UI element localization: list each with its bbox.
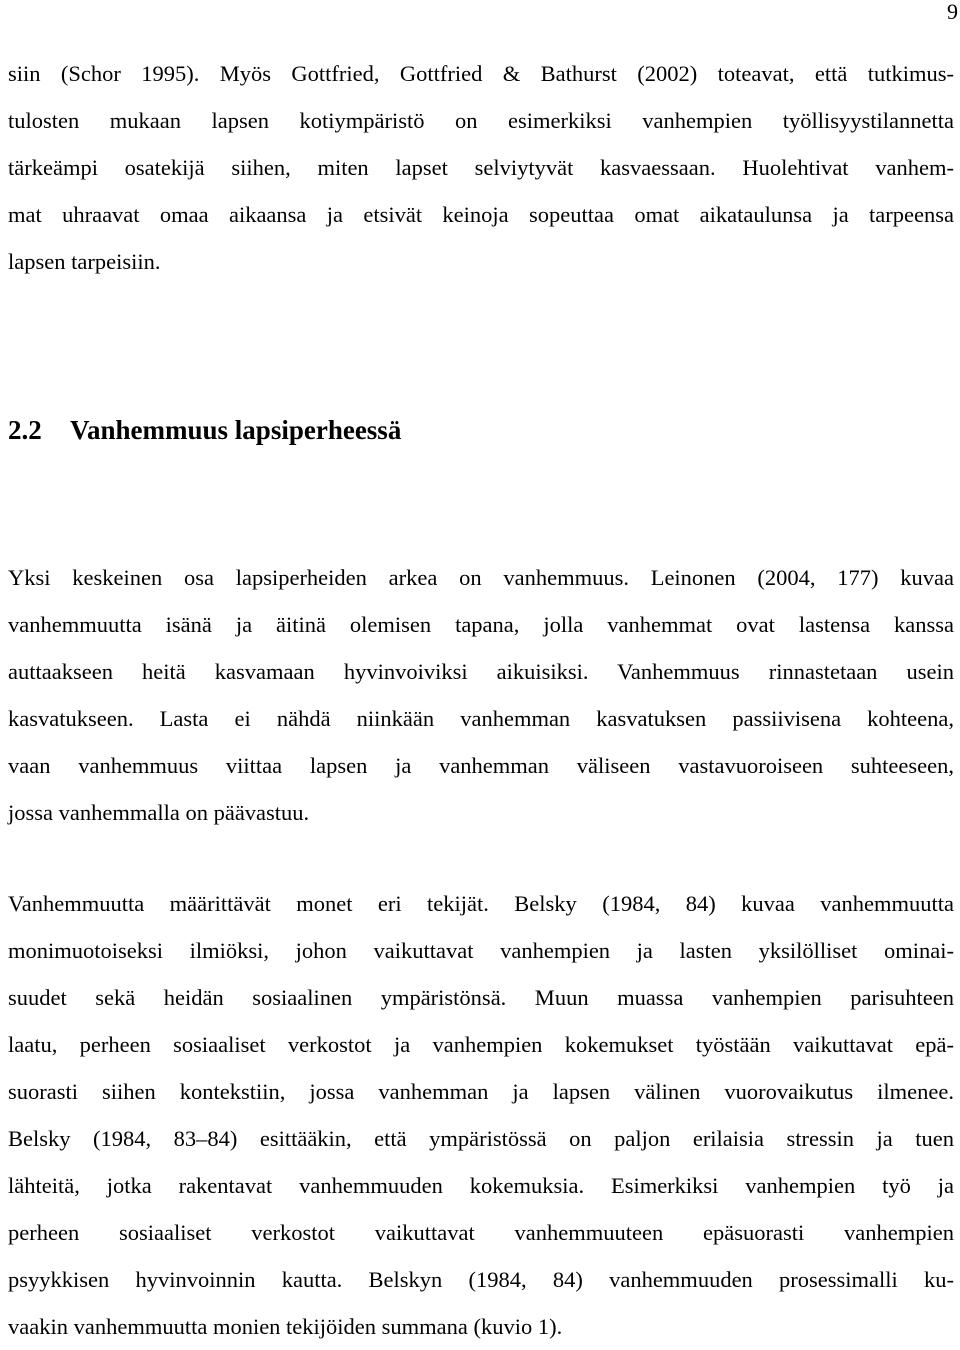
paragraph-line: tulosten mukaan lapsen kotiympäristö on esimerkiksi vanhempien työllisyystilannetta bbox=[8, 108, 954, 133]
paragraph-line: psyykkisen hyvinvoinnin kautta. Belskyn (1984, 84) vanhemmuuden prosessimalli ku- bbox=[8, 1267, 954, 1292]
paragraph-line: siin (Schor 1995). Myös Gottfried, Gottfried & Bathurst (2002) toteavat, että tutkimus- bbox=[8, 61, 954, 86]
paragraph-line: vaan vanhemmuus viittaa lapsen ja vanhemman väliseen vastavuoroiseen suhteeseen, bbox=[8, 753, 954, 778]
paragraph-line: Belsky (1984, 83–84) esittääkin, että ympäristössä on paljon erilaisia stressin ja tuen bbox=[8, 1126, 954, 1151]
paragraph-line: kasvatukseen. Lasta ei nähdä niinkään vanhemman kasvatuksen passiivisena kohteena, bbox=[8, 706, 954, 731]
paragraph-line: vaakin vanhemmuutta monien tekijöiden summana (kuvio 1). bbox=[8, 1314, 563, 1339]
paragraph-line: monimuotoiseksi ilmiöksi, johon vaikuttavat vanhempien ja lasten yksilölliset ominai- bbox=[8, 938, 954, 963]
paragraph-line: auttaakseen heitä kasvamaan hyvinvoiviksi aikuisiksi. Vanhemmuus rinnastetaan usein bbox=[8, 659, 954, 684]
paragraph-line: laatu, perheen sosiaaliset verkostot ja vanhempien kokemukset työstään vaikuttavat epä- bbox=[8, 1032, 954, 1057]
paragraph-line: perheen sosiaaliset verkostot vaikuttavat vanhemmuuteen epäsuorasti vanhempien bbox=[8, 1220, 954, 1245]
paragraph-line: lapsen tarpeisiin. bbox=[8, 249, 161, 274]
paragraph-line: lähteitä, jotka rakentavat vanhemmuuden kokemuksia. Esimerkiksi vanhempien työ ja bbox=[8, 1173, 954, 1198]
paragraph-2 bbox=[8, 554, 954, 836]
section-title: Vanhemmuus lapsiperheessä bbox=[70, 415, 402, 445]
paragraph-line: Vanhemmuutta määrittävät monet eri tekijät. Belsky (1984, 84) kuvaa vanhemmuutta bbox=[8, 891, 954, 916]
paragraph-line: suorasti siihen kontekstiin, jossa vanhemman ja lapsen välinen vuorovaikutus ilmenee. bbox=[8, 1079, 954, 1104]
paragraph-line: vanhemmuutta isänä ja äitinä olemisen tapana, jolla vanhemmat ovat lastensa kanssa bbox=[8, 612, 954, 637]
section-number: 2.2 bbox=[8, 415, 42, 445]
section-heading bbox=[8, 410, 401, 450]
page-number: 9 bbox=[947, 0, 958, 24]
paragraph-line: mat uhraavat omaa aikaansa ja etsivät keinoja sopeuttaa omat aikataulunsa ja tarpeensa bbox=[8, 202, 954, 227]
paragraph-line: suudet sekä heidän sosiaalinen ympäristönsä. Muun muassa vanhempien parisuhteen bbox=[8, 985, 954, 1010]
paragraph-line: jossa vanhemmalla on päävastuu. bbox=[8, 800, 310, 825]
paragraph-line: tärkeämpi osatekijä siihen, miten lapset selviytyvät kasvaessaan. Huolehtivat vanhem- bbox=[8, 155, 954, 180]
paragraph-1 bbox=[8, 50, 954, 285]
paragraph-3 bbox=[8, 880, 954, 1350]
paragraph-line: Yksi keskeinen osa lapsiperheiden arkea on vanhemmuus. Leinonen (2004, 177) kuvaa bbox=[8, 565, 954, 590]
